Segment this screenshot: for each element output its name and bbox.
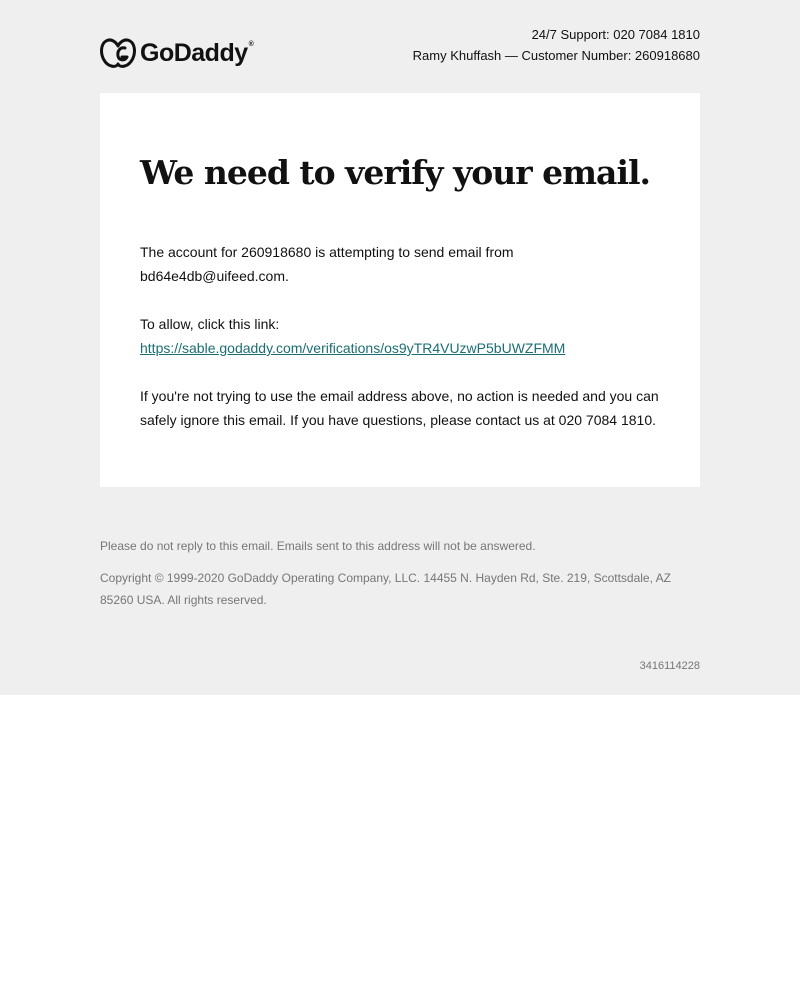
email-header	[100, 24, 700, 74]
allow-instruction	[140, 312, 660, 360]
copyright-notice: Copyright © 1999-2020 GoDaddy Operating Company, LLC. 14455 N. Hayden Rd, Ste. 219, Scottsdale, AZ 85260 USA. All rights reserved.	[100, 571, 671, 607]
support-phone: 24/7 Support: 020 7084 1810	[531, 27, 700, 42]
support-info	[413, 24, 700, 66]
customer-number: Ramy Khuffash — Customer Number: 260918680	[412, 48, 700, 63]
no-reply-notice: Please do not reply to this email. Emails sent to this address will not be answered.	[100, 539, 536, 553]
account-message: The account for 260918680 is attempting to send email from bd64e4db@uifeed.com.	[140, 244, 514, 284]
godaddy-logo[interactable]	[100, 37, 253, 69]
message-card	[100, 93, 700, 487]
logo-wordmark: GoDaddy®	[140, 39, 254, 67]
trademark-symbol: ®	[248, 41, 254, 48]
verification-link[interactable]: https://sable.godaddy.com/verifications/os9yTR4VUzwP5bUWZFMM	[140, 340, 566, 356]
reference-id: 3416114228	[639, 660, 700, 672]
godaddy-logo-icon	[100, 37, 136, 69]
page-title: We need to verify your email.	[140, 153, 651, 192]
ignore-message: If you're not trying to use the email address above, no action is needed and you can safely ignore this email. If you have questions, please contact us at 020 7084 1810.	[140, 388, 659, 428]
allow-text: To allow, click this link:	[140, 316, 280, 332]
email-footer	[100, 535, 700, 611]
message-content	[140, 148, 660, 432]
